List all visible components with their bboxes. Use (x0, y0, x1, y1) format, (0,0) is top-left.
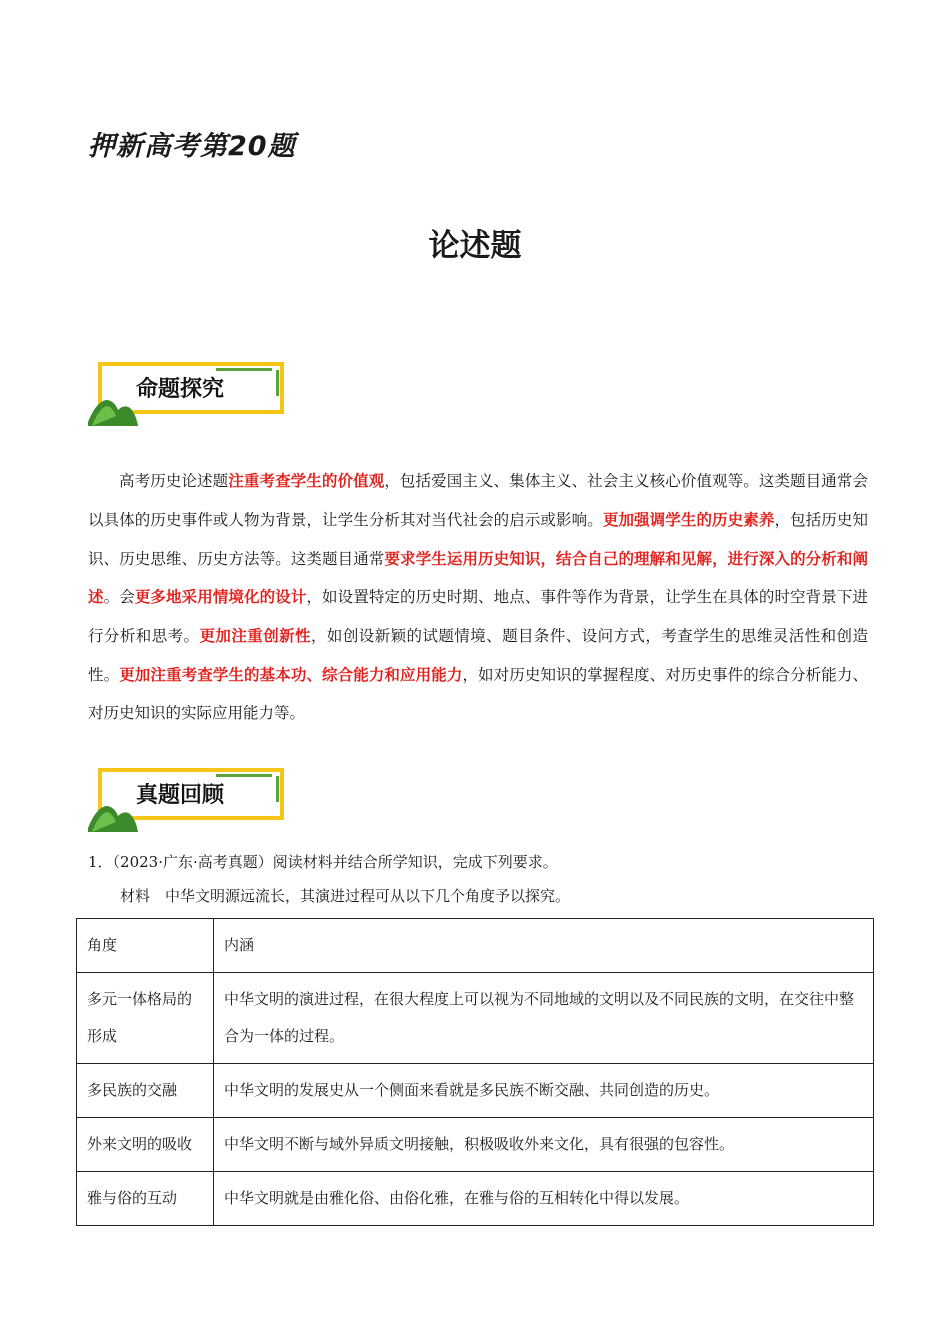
paragraph-text: ，如创设新颖的试题情境、题目条件、设问方式，考查学生的思维灵活性和创造性。 (88, 627, 868, 684)
material-intro: 材料 中华文明源远流长，其演进过程可从以下几个角度予以探究。 (120, 887, 571, 905)
page-header: 押新高考第20题 (88, 131, 296, 162)
paragraph-text: ，如对历史知识的掌握程度、对历史事件的综合分析能力、对历史知识的实际应用能力等。 (88, 665, 868, 722)
paragraph-text: 。会 (103, 588, 135, 607)
highlight-text: 更加强调学生的历史素养 (602, 509, 775, 529)
highlight-text: 注重考查学生的价值观 (228, 471, 385, 490)
paragraph-text: ，包括爱国主义、集体主义、社会主义核心价值观等。这类题目通常会以具体的历史事件或人物为背景，让学生分析其对当代社会的启示或影响。 (88, 472, 868, 529)
section-badge-proposition (88, 362, 298, 434)
table-cell-angle: 外来文明的吸收 (77, 1118, 214, 1172)
table-cell-angle: 雅与俗的互动 (77, 1172, 214, 1226)
highlight-text: 更加注重创新性 (199, 626, 311, 646)
table-row (77, 1172, 874, 1226)
table-header-cell: 内涵 (214, 919, 874, 973)
table-cell-meaning: 中华文明就是由雅化俗、由俗化雅，在雅与俗的互相转化中得以发展。 (214, 1172, 874, 1226)
material-table (76, 918, 874, 1226)
question-stem: 1．（2023·广东·高考真题）阅读材料并结合所学知识，完成下列要求。 (88, 853, 558, 871)
paragraph-text: 高考历史论述题 (119, 472, 229, 490)
section-label: 真题回顾 (136, 783, 225, 808)
table-cell-meaning: 中华文明的发展史从一个侧面来看就是多民族不断交融、共同创造的历史。 (214, 1064, 874, 1118)
table-row (77, 1118, 874, 1172)
intro-paragraph (88, 462, 868, 733)
section-label: 命题探究 (136, 377, 225, 402)
mountain-icon (88, 800, 140, 832)
table-cell-angle: 多民族的交融 (77, 1064, 214, 1118)
paragraph-text: ，包括历史知识、历史思维、历史方法等。这类题目通常 (88, 510, 868, 568)
table-cell-meaning: 中华文明不断与域外异质文明接触，积极吸收外来文化，具有很强的包容性。 (214, 1118, 874, 1172)
table-row (77, 973, 874, 1064)
table-row (77, 1064, 874, 1118)
table-header-cell: 角度 (77, 919, 214, 973)
mountain-icon (88, 394, 140, 426)
table-cell-meaning: 中华文明的演进过程，在很大程度上可以视为不同地域的文明以及不同民族的文明，在交往中整合为一体的过程。 (214, 973, 874, 1064)
paragraph-text: ，如设置特定的历史时期、地点、事件等作为背景，让学生在具体的时空背景下进行分析和思考。 (88, 588, 868, 646)
section-badge-review (88, 768, 298, 840)
highlight-text: 更加注重考查学生的基本功、综合能力和应用能力 (119, 664, 463, 684)
table-cell-angle: 多元一体格局的形成 (77, 973, 214, 1064)
highlight-text: 更多地采用情境化的设计 (134, 587, 307, 607)
page-title: 论述题 (428, 228, 522, 264)
table-header-row (77, 919, 874, 973)
highlight-text: 要求学生运用历史知识，结合自己的理解和见解，进行深入的分析和阐述 (88, 548, 868, 607)
